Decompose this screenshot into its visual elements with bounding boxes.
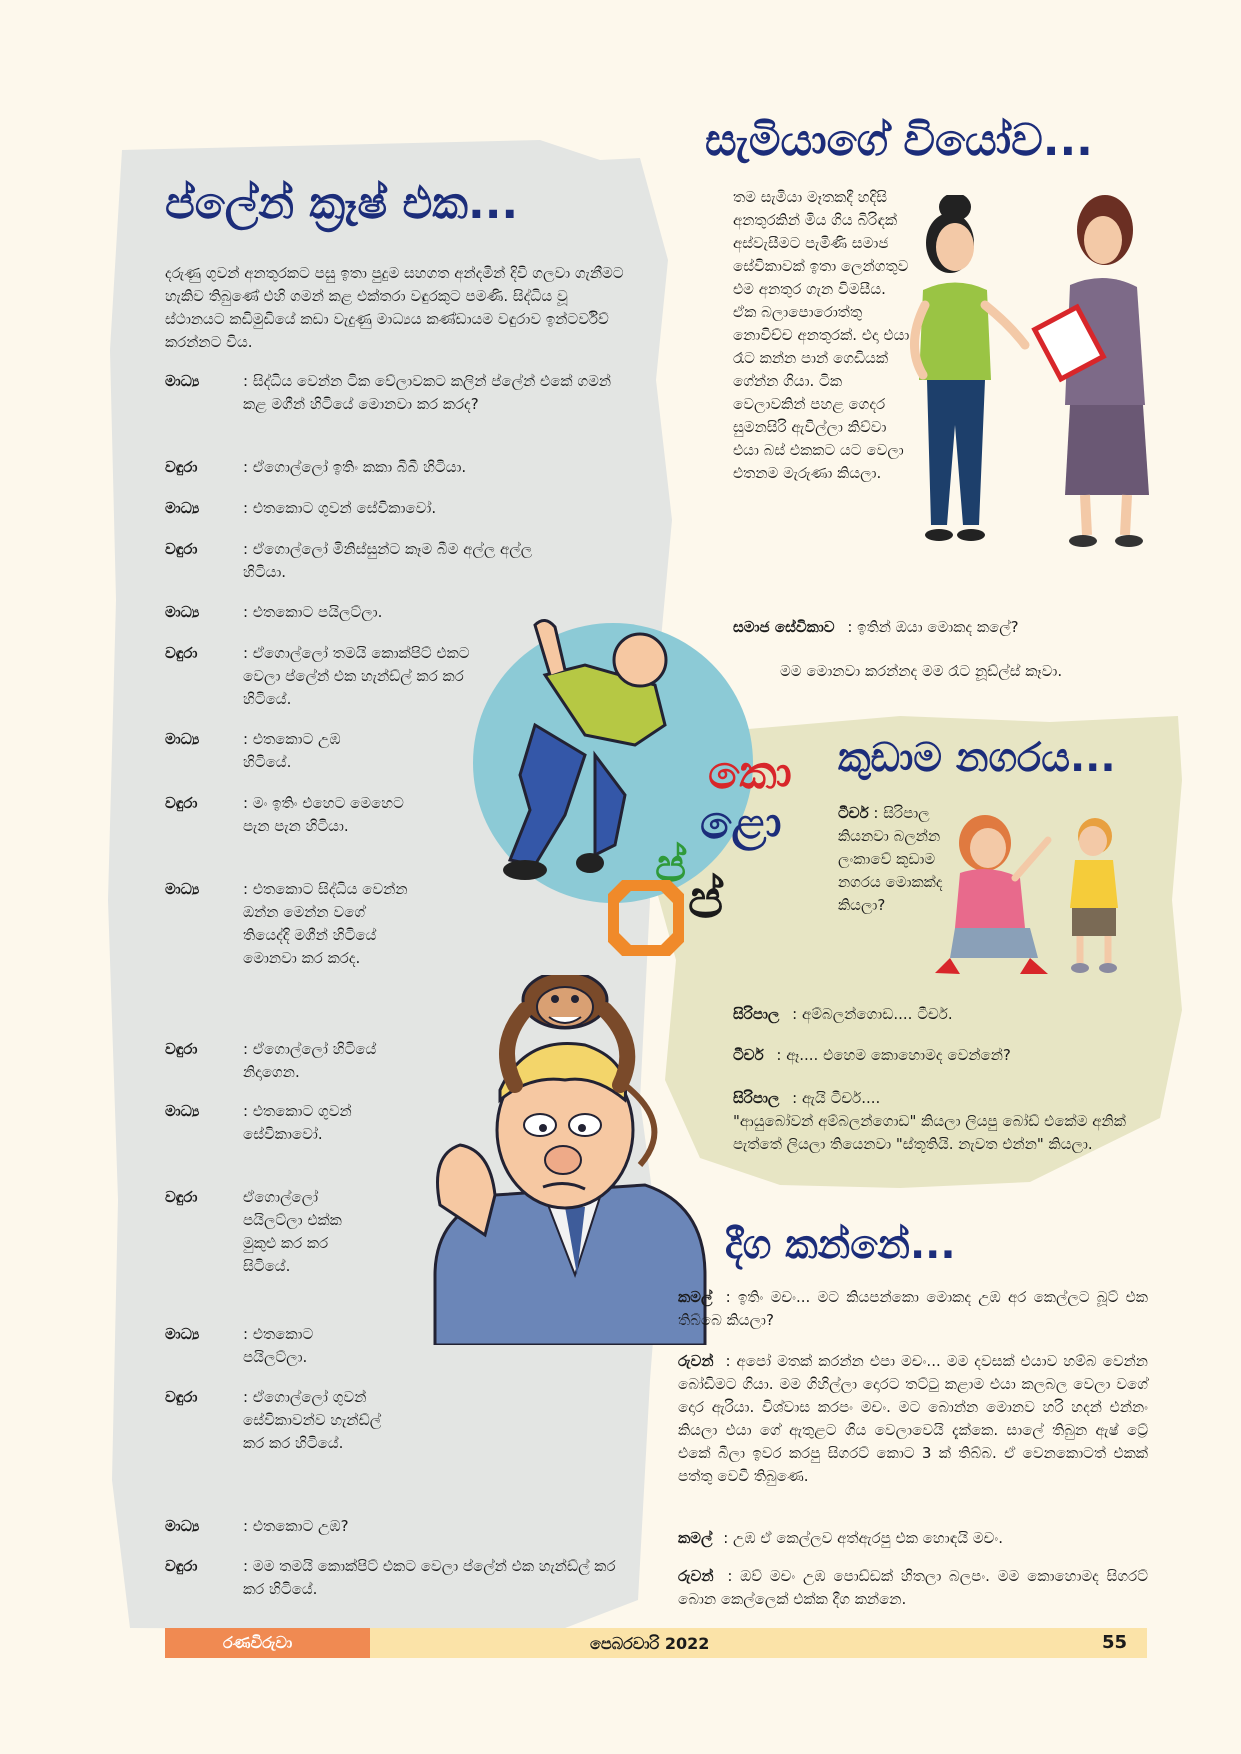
- monkey-on-man-illustration: [415, 975, 715, 1345]
- page-number: 55: [1101, 1632, 1127, 1653]
- husband-title: සැමියාගේ වියෝව...: [705, 115, 1093, 166]
- deega-line-3: [678, 1527, 1148, 1550]
- deega-line-4: [678, 1565, 1148, 1611]
- issue-date: පෙබරවාරි 2022: [590, 1634, 710, 1653]
- speaker: ටීචර්: [838, 804, 869, 822]
- kudama-title: කුඩාම නගරය...: [838, 735, 1116, 781]
- kudama-answer-1: [733, 1005, 1153, 1023]
- line-text: : ඉතිං මචං... මට කියපන්කො මොකද උඹ අර කෙල්ලට බූට් එක තිබ්බෙ කියලා?: [678, 1288, 1148, 1329]
- line-text: : අපෝ මතක් කරන්න එපා මචං... මම දවසක් එයාව හම්බ වෙන්න බෝඩිමට ගියා. මම ගිහිල්ලා දොරට තට්ටු කළාම එයා කලබල වෙලා වගේ දොර ඇරියා. විශ්වාස කරපං මචං. මට බොන්න මොනව හරි හදන් එන්නං කියලා එයා ගේ ඇතුළට ගිය වෙලාවෙයි දැක්කෙ. සාලේ තිබුන ඇෂ් ට්‍රේ එකේ බීලා ඉවර කරපු සිගරට් කොට 3 ක් තිබ්බ. ඒ වෙනකොටත් එකක් පත්තු වෙවී තිබුණෙ.: [678, 1352, 1148, 1485]
- deega-title: දීග කන්නේ...: [725, 1222, 956, 1268]
- line-text: : මම තමයි කොක්පිට් එකට වෙලා ප්ලේන් එක හැන්ඩ්ල් කර කර හිටියේ.: [243, 1557, 616, 1598]
- line-text: : ඉතින් ඔයා මොකද කලේ?: [847, 618, 1019, 636]
- speaker: මාධ්‍ය: [165, 880, 200, 898]
- line-text: ඒගොල්ලෝ පයිලට්ලා එක්ක මුකුළු කර කර සිටියේ.: [243, 1188, 342, 1275]
- line-text: : සිරිපාල කියනවා බලන්න ලංකාවේ කුඩාම නගරය මොකක්ද කියලා?: [838, 804, 943, 914]
- line-text: : මං ඉතිං එහෙට මෙහෙට පැන පැන හිටියා.: [243, 794, 404, 835]
- speaker: වඳුරා: [165, 1557, 198, 1575]
- speaker: රුවන්: [678, 1352, 714, 1370]
- logo-letter-2: ළො: [700, 795, 782, 849]
- line-text: : අම්බලන්ගොඩ.... ටීචර්.: [792, 1005, 953, 1023]
- deega-line-1: [678, 1286, 1148, 1332]
- plane-title: ප්ලේන් ක්‍රෑෂ් එක...: [165, 178, 519, 229]
- logo-letter-4: ප්: [688, 870, 724, 930]
- line-text: "ආයුබෝවන් අම්බලන්ගොඩ" කියලා ලියපු බෝඩ් එකේම අනික් පැත්තේ ලියලා තියෙනවා "ස්තූතියි. නැවත එන්න" කියලා.: [733, 1112, 1126, 1153]
- speaker: මාධ්‍ය: [165, 1102, 200, 1120]
- line-text: : ඒගොල්ලෝ ගුවන් සේවිකාවන්ව හැන්ඩ්ල් කර කර හිටියේ.: [243, 1388, 382, 1452]
- speaker: මාධ්‍ය: [165, 499, 200, 517]
- line-text: : ඒගොල්ලෝ හිටියේ නිදාගෙන.: [243, 1040, 377, 1081]
- husband-question: [733, 618, 1173, 636]
- speaker: වඳුරා: [165, 458, 198, 476]
- magazine-name: රණවිරුවා: [223, 1633, 293, 1652]
- line-text: : ඒගොල්ලෝ මිනිස්සුන්ට කෑම බීම අල්ල අල්ල හිටියා.: [243, 540, 533, 581]
- logo-orange-ring: [608, 880, 684, 956]
- speaker: වඳුරා: [165, 794, 198, 812]
- line-text: : එතකොට පයිලට්ලා.: [243, 603, 383, 621]
- speaker: රුවන්: [678, 1567, 714, 1585]
- speaker: මාධ්‍ය: [165, 1517, 200, 1535]
- line-text: : එතකොට ගුවන් සේවිකාවෝ.: [243, 1102, 352, 1143]
- speaker: කමල්: [678, 1529, 713, 1547]
- speaker: ටීචර්: [733, 1046, 764, 1064]
- speaker: සිරිපාල: [733, 1089, 780, 1107]
- line-text: : ඇයි ටීචර්....: [792, 1089, 881, 1107]
- speaker: කමල්: [678, 1288, 713, 1306]
- logo-letter-1: කො: [708, 745, 792, 799]
- line-text: : එතකොට ගුවන් සේවිකාවෝ.: [243, 499, 437, 517]
- speaker: වඳුරා: [165, 540, 198, 558]
- line-text: : ඈ.... එහෙම කොහොමද වෙන්නේ?: [776, 1046, 1011, 1064]
- logo-letter-3: ප්: [655, 838, 687, 892]
- line-text: : එතකොට උඹ හිටියේ.: [243, 730, 341, 771]
- speaker: සිරිපාල: [733, 1005, 780, 1023]
- speaker: මාධ්‍ය: [165, 603, 200, 621]
- women-talking-illustration: [905, 195, 1175, 565]
- kudama-answer-2: [733, 1046, 1153, 1064]
- husband-story: තම සැමියා මෑතකදී හදිසි අනතුරකින් මිය ගිය බිරිඳක් අස්වැසීමට පැමිණි සමාජ සේවිකාවක් ඉතා ලෙන්ගතුව එම අනතුර ගැන විමසීය. ඒක බලාපොරොත්තු නොවිච්ච අනතුරක්. එදා එයා රෑට කන්න පාන් ගෙඩියක් ගේන්න ගියා. ටික වෙලාවකින් පහළ ගෙදර සුමනසිරි ඇවිල්ලා කිව්වා එයා බස් එකකට යට වෙලා එතනම මැරුණා කියලා.: [733, 188, 910, 482]
- line-text: : ඒගොල්ලෝ තමයි කොක්පිට් එකට වෙලා ප්ලේන් එක හැන්ඩ්ල් කර කර හිටියේ.: [243, 644, 470, 708]
- speaker: වඳුරා: [165, 644, 198, 662]
- footer-accent: [165, 1628, 370, 1658]
- deega-line-2: [678, 1350, 1148, 1488]
- speaker: මාධ්‍ය: [165, 372, 200, 390]
- line-text: : සිද්ධිය වෙන්න ටික වේලාවකට කලින් ප්ලේන් එකේ ගමන් කළ මගීන් හිටියේ මොනවා කර කරද?: [243, 372, 612, 413]
- line-text: : එතකොට සිද්ධිය වෙන්න ඔන්න මෙන්න වගේ තියෙද්දි මගීන් හිටියේ මොනවා කර කරද.: [243, 880, 408, 967]
- speaker: වඳුරා: [165, 1040, 198, 1058]
- teacher-child-illustration: [930, 808, 1130, 983]
- line-text: : ඒගොල්ලෝ ඉතිං කකා බිබී හිටියා.: [243, 458, 467, 476]
- husband-answer: මම මොනවා කරන්නද මම රෑට නූඩ්ල්ස් කෑවා.: [780, 662, 1063, 680]
- kudama-answer-3: [733, 1087, 1143, 1156]
- speaker: මාධ්‍ය: [165, 730, 200, 748]
- line-text: : එතකොට උඹ?: [243, 1517, 349, 1535]
- speaker: වඳුරා: [165, 1388, 198, 1406]
- line-text: : එතකොට පයිලට්ලා.: [243, 1325, 314, 1366]
- speaker: සමාජ සේවිකාව: [733, 618, 835, 636]
- footer-bar: [165, 1628, 1147, 1658]
- line-text: : ඔව් මචං උඹ පොඩ්ඩක් හිතලා බලපං. මම කොහොමද සිගරට් බොන කෙල්ලෙක් එක්ක දීග කන්නෙ.: [678, 1567, 1148, 1608]
- speaker: මාධ්‍ය: [165, 1325, 200, 1343]
- plane-intro: දරුණු ගුවන් අනතුරකට පසු ඉතා පුදුම සහගත අන්දමින් දිවි ගලවා ගැනීමට හැකිව තිබුණේ එහි ගමන් කළ එක්තරා වඳුරකුට පමණි. සිද්ධිය වූ ස්ථානයට කඩිමුඩියේ කඩා වැදුණු මාධ්‍යය කණ්ඩායම වඳුරාව ඉන්ටර්විව් කරන්නට විය.: [165, 264, 624, 351]
- speaker: වඳුරා: [165, 1188, 198, 1206]
- line-text: : උඹ ඒ කෙල්ලව අත්ඇරපු එක හොඳයි මචං.: [723, 1529, 1003, 1547]
